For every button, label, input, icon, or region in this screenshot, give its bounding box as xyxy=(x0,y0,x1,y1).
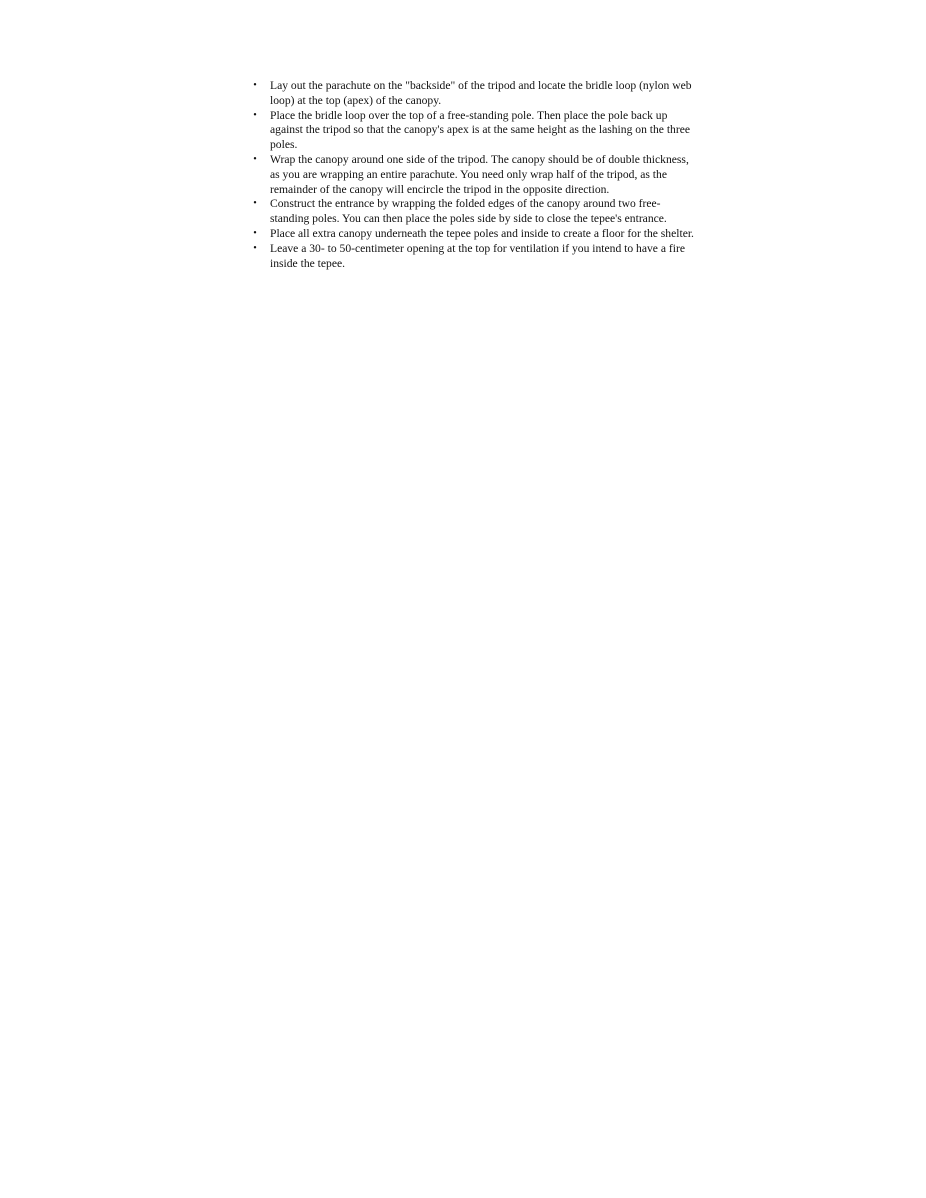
list-item-text: Place all extra canopy underneath the tepee poles and inside to create a floor for the shelter. xyxy=(270,226,694,240)
list-item xyxy=(251,227,699,242)
bullet-icon: • xyxy=(253,153,257,165)
bullet-icon: • xyxy=(253,80,257,91)
list-item xyxy=(251,197,699,227)
list-item xyxy=(251,242,699,272)
bullet-icon: • xyxy=(253,198,257,210)
list-item xyxy=(251,79,699,109)
list-item-text: Construct the entrance by wrapping the folded edges of the canopy around two free-standing poles. You can then place the poles side by side to close the tepee's entrance. xyxy=(270,197,667,226)
list-item xyxy=(251,153,699,197)
list-item-text: Wrap the canopy around one side of the tripod. The canopy should be of double thickness, as you are wrapping an entire parachute. You need only wrap half of the tripod, as the remainder of the canopy will encircle the tripod in the opposite direction. xyxy=(270,152,689,196)
list-item-text: Leave a 30- to 50-centimeter opening at the top for ventilation if you intend to have a fire inside the tepee. xyxy=(270,241,685,270)
bullet-icon: • xyxy=(253,227,257,239)
bullet-icon: • xyxy=(253,109,257,121)
list-item-text: Lay out the parachute on the "backside" of the tripod and locate the bridle loop (nylon web loop) at the top (apex) of the canopy. xyxy=(270,79,692,107)
tepee-instructions-list xyxy=(251,79,699,271)
list-item xyxy=(251,109,699,153)
bullet-icon: • xyxy=(253,242,257,254)
list-item-text: Place the bridle loop over the top of a free-standing pole. Then place the pole back up against the tripod so that the canopy's apex is at the same height as the lashing on the three poles. xyxy=(270,108,690,152)
